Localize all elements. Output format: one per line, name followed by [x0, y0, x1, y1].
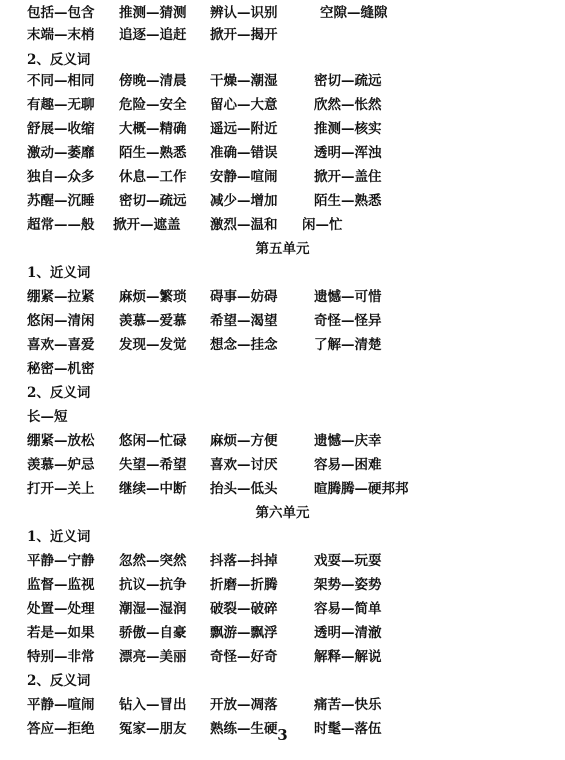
word-pair: 悠闲—忙碌 — [119, 433, 187, 449]
word-pair: 欣然—怅然 — [314, 97, 382, 113]
word-pair: 激烈—温和 — [210, 217, 278, 233]
word-pair: 透明—清澈 — [314, 625, 382, 641]
word-pair: 容易—困难 — [314, 457, 382, 473]
word-pair: 打开—关上 — [27, 481, 95, 497]
word-pair: 推测—猜测 — [119, 5, 187, 21]
word-pair: 失望—希望 — [119, 457, 187, 473]
word-pair: 不同—相同 — [27, 73, 95, 89]
word-pair: 忽然—突然 — [119, 553, 187, 569]
word-pair: 掀开—揭开 — [210, 27, 278, 43]
word-pair: 减少—增加 — [210, 193, 278, 209]
word-pair: 骄傲—自豪 — [119, 625, 187, 641]
word-pair: 密切—疏远 — [314, 73, 382, 89]
word-pair: 容易—简单 — [314, 601, 382, 617]
word-pair: 了解—清楚 — [314, 337, 382, 353]
word-pair: 超常——般 — [27, 217, 95, 233]
word-pair: 希望—渴望 — [210, 313, 278, 329]
word-pair: 末端—末梢 — [27, 27, 95, 43]
word-pair: 独自—众多 — [27, 169, 95, 185]
word-pair: 喜欢—喜爱 — [27, 337, 95, 353]
word-pair: 暄腾腾—硬邦邦 — [314, 481, 409, 497]
word-pair: 安静—喧闹 — [210, 169, 278, 185]
word-pair: 破裂—破碎 — [210, 601, 278, 617]
unit-title: 第六单元 — [255, 505, 310, 521]
word-pair: 大概—精确 — [119, 121, 187, 137]
word-pair: 遥远—附近 — [210, 121, 278, 137]
word-pair: 悠闲—清闲 — [27, 313, 95, 329]
word-pair: 遗憾—庆幸 — [314, 433, 382, 449]
word-pair: 特别—非常 — [27, 649, 95, 665]
word-pair: 舒展—收缩 — [27, 121, 95, 137]
section-heading: 2、反义词 — [27, 52, 91, 68]
word-pair: 奇怪—好奇 — [210, 649, 278, 665]
word-pair: 麻烦—方便 — [210, 433, 278, 449]
word-pair: 平静—喧闹 — [27, 697, 95, 713]
word-pair: 干燥—潮湿 — [210, 73, 278, 89]
word-pair: 喜欢—讨厌 — [210, 457, 278, 473]
word-pair: 痛苦—快乐 — [314, 697, 382, 713]
word-pair: 苏醒—沉睡 — [27, 193, 95, 209]
word-pair: 掀开—盖住 — [314, 169, 382, 185]
word-pair: 监督—监视 — [27, 577, 95, 593]
word-pair: 时髦—落伍 — [314, 721, 382, 737]
section-heading: 2、反义词 — [27, 673, 91, 689]
word-pair: 抖落—抖掉 — [210, 553, 278, 569]
word-pair: 空隙—缝隙 — [320, 5, 388, 21]
word-pair: 遗憾—可惜 — [314, 289, 382, 305]
word-pair: 平静—宁静 — [27, 553, 95, 569]
word-pair: 奇怪—怪异 — [314, 313, 382, 329]
word-pair: 绷紧—拉紧 — [27, 289, 95, 305]
page-number: 3 — [277, 726, 288, 744]
unit-title: 第五单元 — [255, 241, 310, 257]
word-pair: 准确—错误 — [210, 145, 278, 161]
word-pair: 冤家—朋友 — [119, 721, 187, 737]
word-pair: 碍事—妨碍 — [210, 289, 278, 305]
word-pair: 架势—姿势 — [314, 577, 382, 593]
word-pair: 开放—凋落 — [210, 697, 278, 713]
word-pair: 抬头—低头 — [210, 481, 278, 497]
word-pair: 透明—浑浊 — [314, 145, 382, 161]
word-pair: 折磨—折腾 — [210, 577, 278, 593]
word-pair: 傍晚—清晨 — [119, 73, 187, 89]
word-pair: 陌生—熟悉 — [119, 145, 187, 161]
word-pair: 包括—包含 — [27, 5, 95, 21]
section-heading: 1、近义词 — [27, 265, 91, 281]
word-pair: 激动—萎靡 — [27, 145, 95, 161]
word-pair: 有趣—无聊 — [27, 97, 95, 113]
word-pair: 处置—处理 — [27, 601, 95, 617]
word-pair: 解释—解说 — [314, 649, 382, 665]
word-pair: 闲—忙 — [302, 217, 343, 233]
word-pair: 抗议—抗争 — [119, 577, 187, 593]
word-pair: 秘密—机密 — [27, 361, 95, 377]
word-pair: 追逐—追赶 — [119, 27, 187, 43]
word-pair: 飘游—飘浮 — [210, 625, 278, 641]
word-pair: 潮湿—湿润 — [119, 601, 187, 617]
word-pair: 休息—工作 — [119, 169, 187, 185]
word-pair: 麻烦—繁琐 — [119, 289, 187, 305]
word-pair: 漂亮—美丽 — [119, 649, 187, 665]
word-pair: 答应—拒绝 — [27, 721, 95, 737]
word-pair: 绷紧—放松 — [27, 433, 95, 449]
word-pair: 密切—疏远 — [119, 193, 187, 209]
word-pair: 推测—核实 — [314, 121, 382, 137]
word-pair: 危险—安全 — [119, 97, 187, 113]
word-pair: 想念—挂念 — [210, 337, 278, 353]
word-pair: 戏耍—玩耍 — [314, 553, 382, 569]
word-pair: 陌生—熟悉 — [314, 193, 382, 209]
word-pair: 继续—中断 — [119, 481, 187, 497]
word-pair: 羡慕—爱慕 — [119, 313, 187, 329]
word-pair: 羡慕—妒忌 — [27, 457, 95, 473]
word-pair: 掀开—遮盖 — [113, 217, 181, 233]
word-pair: 长—短 — [27, 409, 68, 425]
word-pair: 若是—如果 — [27, 625, 95, 641]
section-heading: 2、反义词 — [27, 385, 91, 401]
word-pair: 辨认—识别 — [210, 5, 278, 21]
section-heading: 1、近义词 — [27, 529, 91, 545]
word-pair: 钻入—冒出 — [119, 697, 187, 713]
word-pair: 熟练—生硬 — [210, 721, 278, 737]
word-pair: 留心—大意 — [210, 97, 278, 113]
word-pair: 发现—发觉 — [119, 337, 187, 353]
